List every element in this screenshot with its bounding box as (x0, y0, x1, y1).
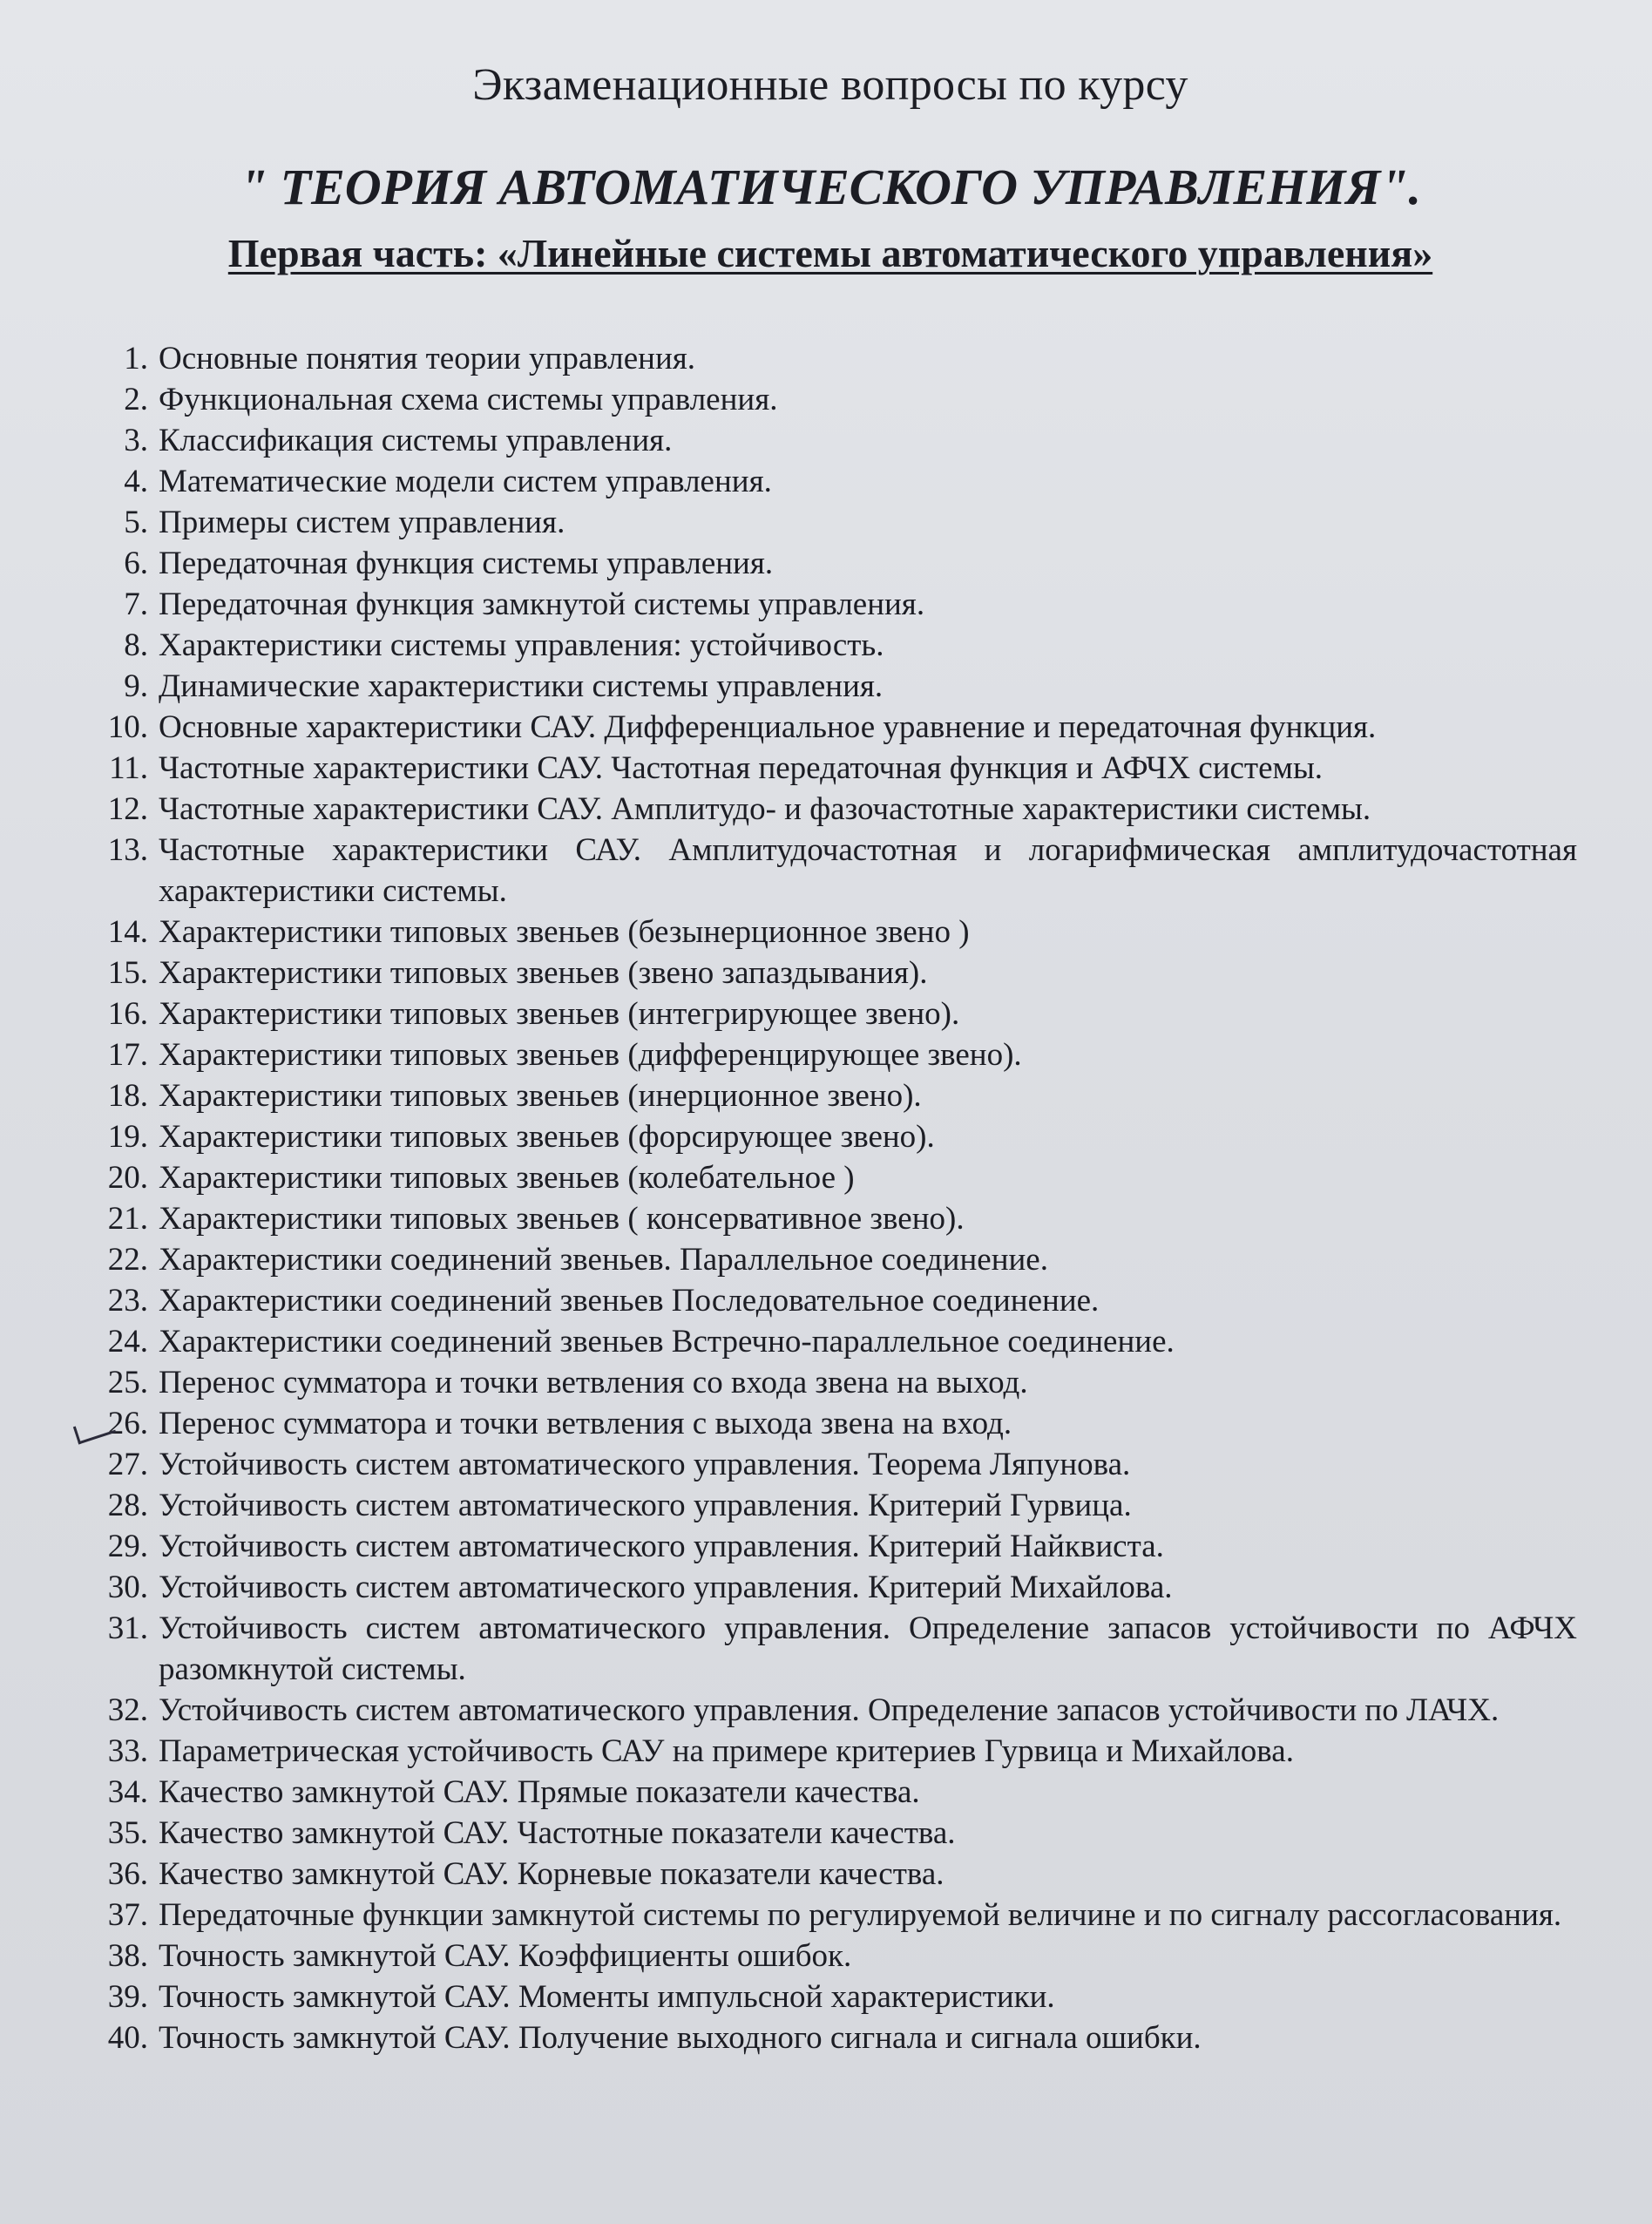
question-text: Качество замкнутой САУ. Прямые показатели качества. (159, 1774, 920, 1810)
question-item (84, 1034, 1577, 1075)
course-title: " ТЕОРИЯ АВТОМАТИЧЕСКОГО УПРАВЛЕНИЯ". (239, 159, 1422, 215)
question-text: Частотные характеристики САУ. Амплитудо- и фазочастотные характеристики системы. (159, 791, 1371, 827)
question-text: Устойчивость систем автоматического управления. Теорема Ляпунова. (159, 1447, 1131, 1482)
question-number: 13. (107, 832, 148, 868)
question-text: Характеристики типовых звеньев (дифференцирующее звено). (159, 1037, 1022, 1073)
question-text: Параметрическая устойчивость САУ на примере критериев Гурвица и Михайлова. (159, 1733, 1294, 1769)
question-text: Качество замкнутой САУ. Корневые показатели качества. (159, 1856, 944, 1892)
question-number: 28. (107, 1488, 148, 1523)
question-text: Основные характеристики САУ. Дифференциальное уравнение и передаточная функция. (159, 709, 1377, 745)
question-item (84, 1362, 1577, 1403)
question-text: Характеристики типовых звеньев (инерционное звено). (159, 1078, 922, 1114)
question-number: 15. (107, 955, 148, 991)
question-number: 6. (124, 546, 148, 581)
question-number: 4. (124, 464, 148, 499)
question-text: Характеристики соединений звеньев. Параллельное соединение. (159, 1242, 1048, 1278)
question-item (84, 625, 1577, 666)
question-item (84, 1239, 1577, 1280)
question-number: 33. (107, 1733, 148, 1769)
question-number: 9. (124, 668, 148, 704)
question-item (84, 502, 1577, 543)
question-number: 7. (124, 587, 148, 622)
question-text: Частотные характеристики САУ. Амплитудочастотная и логарифмическая амплитудочастотная характеристики системы. (159, 832, 1577, 909)
question-text: Точность замкнутой САУ. Получение выходного сигнала и сигнала ошибки. (159, 2020, 1202, 2056)
question-item (84, 830, 1577, 912)
question-item (84, 1403, 1577, 1444)
question-item (84, 338, 1577, 379)
question-number: 1. (124, 341, 148, 376)
question-text: Частотные характеристики САУ. Частотная передаточная функция и АФЧХ системы. (159, 750, 1324, 786)
question-number: 31. (107, 1610, 148, 1646)
question-number: 17. (107, 1037, 148, 1073)
question-item (84, 1854, 1577, 1895)
question-text: Характеристики типовых звеньев (колебательное ) (159, 1160, 855, 1196)
question-number: 35. (107, 1815, 148, 1851)
question-text: Устойчивость систем автоматического управления. Критерий Гурвица. (159, 1488, 1132, 1523)
question-text: Точность замкнутой САУ. Коэффициенты ошибок. (159, 1938, 852, 1974)
question-text: Классификация системы управления. (159, 423, 673, 458)
question-number: 3. (124, 423, 148, 458)
question-number: 39. (107, 1979, 148, 2015)
question-number: 23. (107, 1283, 148, 1319)
question-number: 24. (107, 1324, 148, 1359)
question-number: 37. (107, 1897, 148, 1933)
question-text: Качество замкнутой САУ. Частотные показатели качества. (159, 1815, 956, 1851)
question-item (84, 1116, 1577, 1157)
question-number-value: 26. (107, 1406, 148, 1441)
question-text: Устойчивость систем автоматического управления. Критерий Михайлова. (159, 1570, 1173, 1605)
question-text: Характеристики типовых звеньев ( консервативное звено). (159, 1201, 965, 1237)
question-number: 16. (107, 996, 148, 1032)
question-text: Передаточная функция системы управления. (159, 546, 774, 581)
question-item (84, 707, 1577, 748)
question-number: 30. (107, 1570, 148, 1605)
question-item (84, 1813, 1577, 1854)
question-number: 12. (107, 791, 148, 827)
question-text: Характеристики типовых звеньев (звено запаздывания). (159, 955, 928, 991)
question-item (84, 1895, 1577, 1936)
question-number: 8. (124, 627, 148, 663)
question-number: 29. (107, 1529, 148, 1564)
question-text: Функциональная схема системы управления. (159, 382, 778, 417)
question-item (84, 1157, 1577, 1198)
question-text: Перенос сумматора и точки ветвления со входа звена на выход. (159, 1365, 1028, 1400)
question-list (84, 338, 1577, 2058)
question-item (84, 1280, 1577, 1321)
question-text: Характеристики системы управления: устойчивость. (159, 627, 884, 663)
question-number: 21. (107, 1201, 148, 1237)
part-title: Первая часть: «Линейные системы автоматического управления» (227, 231, 1433, 275)
question-item (84, 1936, 1577, 1977)
question-text: Характеристики типовых звеньев (интегрирующее звено). (159, 996, 960, 1032)
question-item (84, 2017, 1577, 2058)
question-number (84, 1403, 159, 1444)
question-text: Примеры систем управления. (159, 505, 565, 540)
question-item (84, 1731, 1577, 1772)
question-item (84, 666, 1577, 707)
question-item (84, 1526, 1577, 1567)
question-item (84, 1977, 1577, 2017)
question-item (84, 1485, 1577, 1526)
question-text: Динамические характеристики системы управления. (159, 668, 884, 704)
question-number: 14. (107, 914, 148, 950)
question-item (84, 1444, 1577, 1485)
question-text: Устойчивость систем автоматического управления. Определение запасов устойчивости по ЛАЧХ. (159, 1692, 1500, 1728)
question-item (84, 584, 1577, 625)
question-number: 25. (107, 1365, 148, 1400)
question-number: 34. (107, 1774, 148, 1810)
question-item (84, 993, 1577, 1034)
question-text: Математические модели систем управления. (159, 464, 772, 499)
question-text: Характеристики типовых звеньев (форсирующее звено). (159, 1119, 935, 1155)
question-number: 20. (107, 1160, 148, 1196)
question-text: Передаточная функция замкнутой системы управления. (159, 587, 925, 622)
question-item (84, 1567, 1577, 1608)
question-item (84, 748, 1577, 789)
question-item (84, 420, 1577, 461)
question-number: 11. (109, 750, 148, 786)
question-number: 2. (124, 382, 148, 417)
question-item (84, 1608, 1577, 1690)
question-item (84, 1075, 1577, 1116)
question-item (84, 1772, 1577, 1813)
question-item (84, 912, 1577, 953)
question-item (84, 1198, 1577, 1239)
question-number: 18. (107, 1078, 148, 1114)
question-item (84, 543, 1577, 584)
document-heading: Экзаменационные вопросы по курсу (472, 60, 1188, 110)
question-text: Устойчивость систем автоматического управления. Определение запасов устойчивости по АФЧХ разомкнутой системы. (159, 1610, 1577, 1687)
question-number: 32. (107, 1692, 148, 1728)
question-number: 36. (107, 1856, 148, 1892)
question-text: Перенос сумматора и точки ветвления с выхода звена на вход. (159, 1406, 1012, 1441)
question-number: 22. (107, 1242, 148, 1278)
question-text: Характеристики соединений звеньев Встречно-параллельное соединение. (159, 1324, 1175, 1359)
question-item (84, 1690, 1577, 1731)
question-text: Характеристики соединений звеньев Последовательное соединение. (159, 1283, 1100, 1319)
question-number: 5. (124, 505, 148, 540)
question-text: Характеристики типовых звеньев (безынерционное звено ) (159, 914, 970, 950)
question-text: Основные понятия теории управления. (159, 341, 696, 376)
question-item (84, 953, 1577, 993)
question-number: 27. (107, 1447, 148, 1482)
question-text: Устойчивость систем автоматического управления. Критерий Найквиста. (159, 1529, 1164, 1564)
question-text: Передаточные функции замкнутой системы по регулируемой величине и по сигналу рассогласования. (159, 1897, 1562, 1933)
question-number: 38. (107, 1938, 148, 1974)
question-number: 19. (107, 1119, 148, 1155)
question-number: 10. (107, 709, 148, 745)
question-number: 40. (107, 2020, 148, 2056)
question-item (84, 461, 1577, 502)
question-item (84, 379, 1577, 420)
question-item (84, 1321, 1577, 1362)
question-item (84, 789, 1577, 830)
question-text: Точность замкнутой САУ. Моменты импульсной характеристики. (159, 1979, 1055, 2015)
